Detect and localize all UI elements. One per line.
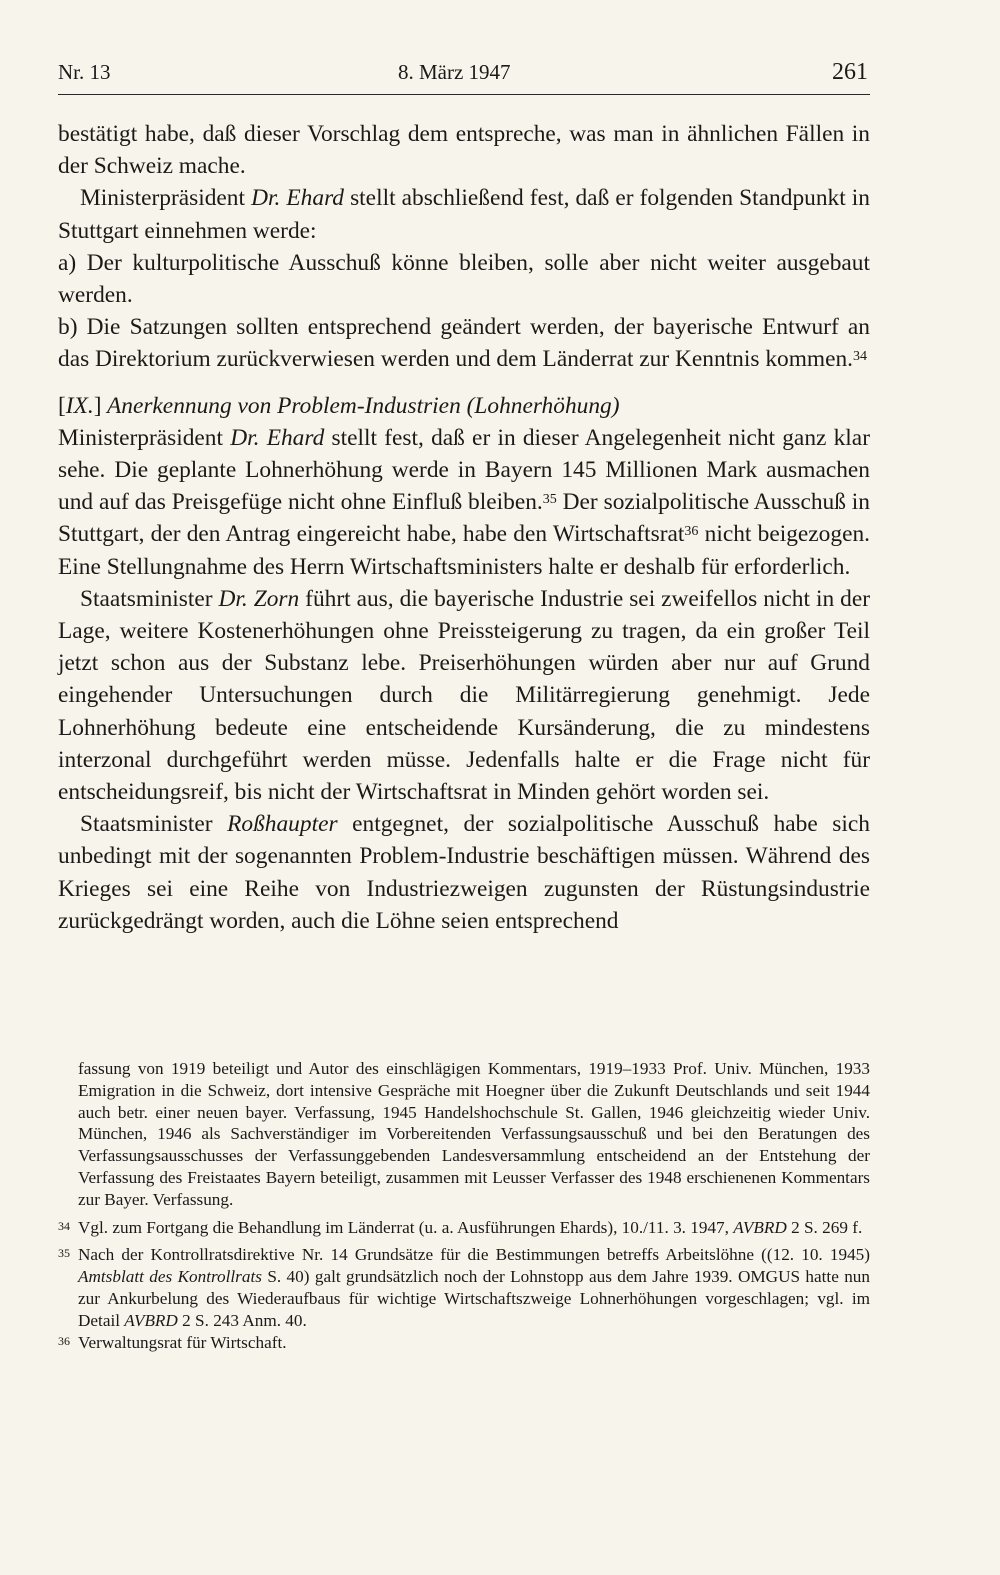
footnote-36: 36 Verwaltungsrat für Wirtschaft. [58,1332,287,1352]
footnote-continuation: fassung von 1919 beteiligt und Autor des einschlägigen Kommentars, 1919–1933 Prof. Univ. München, 1933 Emigration in die Schweiz, dort intensive Gespräche mit Hoegner über die Zukunft Deutschlands und seit 1944 auch betr. einer neuen bayer. Verfassung, 1945 Handelshochschule St. Gallen, 1946 gleichzeitig wieder Univ. München, 1946 als Sachverständiger im Vorbereitenden Verfassungsausschuß und bei den Beratungen des Verfassungsausschusses der Verfassunggebenden Landesversammlung entscheidend an der Entstehung der Verfassung des Freistaates Bayern beteiligt, zusammen mit Leusser Verfasser des 1948 erschienenen Kommentars zur Bayer. Verfassung. [78,1059,870,1209]
page-number: 261 [832,59,868,85]
speaker-name: Dr. Ehard [230,424,325,451]
footnote-ref: 36 [684,523,699,540]
list-item-a: a) Der kulturpolitische Ausschuß könne bleiben, solle aber nicht weiter ausgebaut werden. [58,249,870,309]
main-text [58,118,870,937]
paragraph-zorn: Staatsminister Dr. Zorn führt aus, die bayerische Industrie sei zweifellos nicht in der Lage, weitere Kostenerhöhungen ohne Preissteigerung zu tragen, da ein großer Teil jetzt schon aus der Substanz lebe. Preiserhöhungen würden aber nur auf Grund eingehender Untersuchungen durch die Militärregierung genehmigt. Jede Lohnerhöhung bedeute eine entscheidende Kursänderung, die zu mindestens interzonal durchgeführt werden müsse. Jedenfalls halte er die Frage nicht für entscheidungsreif, bis nicht der Wirtschaftsrat in Minden gehört worden sei. [58,585,870,806]
speaker-name: Dr. Ehard [251,185,345,212]
running-header [58,56,870,95]
paragraph-continuation: bestätigt habe, daß dieser Vorschlag dem entspreche, was man in ähnlichen Fällen in der Schweiz mache. [58,121,870,180]
footnote-number: 36 [58,1333,70,1348]
footnote-34: 34 Vgl. zum Fortgang die Behandlung im Länderrat (u. a. Ausführungen Ehards), 10./11. 3. 1947, AVBRD 2 S. 269 f. [58,1217,863,1237]
footnote-number: 34 [58,1218,70,1233]
speaker-name: Dr. Zorn [218,585,300,612]
footnote-ref: 35 [542,490,557,507]
footnote-35: 35 Nach der Kontrollratsdirektive Nr. 14 Grundsätze für die Bestimmungen betreffs Arbeitslöhne ((12. 10. 1945) Amtsblatt des Kontrollrats S. 40) galt grundsätzlich noch der Lohnstopp aus dem Jahre 1939. OMGUS hatte nun zur Ankurbelung des Wiederaufbaus für wichtige Wirtschaftszweige Lohnerhöhungen vorgeschlagen; vgl. im Detail AVBRD 2 S. 243 Anm. 40. [58,1245,870,1330]
paragraph-rosshaupter: Staatsminister Roßhaupter entgegnet, der sozialpolitische Ausschuß habe sich unbedingt mit der sogenannten Problem-Industrie beschäftigen müssen. Während des Krieges sei eine Reihe von Industriezweigen zugunsten der Rüstungsindustrie zurückgedrängt worden, auch die Löhne seien entsprechend [58,811,870,934]
paragraph-ehard-standpoint: Ministerpräsident Dr. Ehard stellt abschließend fest, daß er folgenden Standpunkt in Stuttgart einnehmen werde: [58,185,870,244]
footnotes [58,1058,870,1353]
footnote-number: 35 [58,1246,70,1261]
speaker-name: Roßhaupter [227,811,338,838]
header-date: 8. März 1947 [398,60,511,84]
section-heading: [IX.] Anerkennung von Problem-Industrien (Lohnerhöhung) [58,392,620,419]
footnote-ref: 34 [853,348,868,365]
list-item-b: b) Die Satzungen sollten entsprechend geändert werden, der bayerische Entwurf an das Direktorium zurückverwiesen werden und dem Länderrat zur Kenntnis kommen.$^{34}$ [58,314,870,373]
issue-number: Nr. 13 [58,60,111,84]
paragraph-ehard-wages: Ministerpräsident Dr. Ehard stellt fest, daß er in dieser Angelegenheit nicht ganz klar sehe. Die geplante Lohnerhöhung werde in Bayern 145 Millionen Mark ausmachen und auf das Preisgefüge nicht ohne Einfluß bleiben.$^{35}$ Der sozialpolitische Ausschuß in Stuttgart, der den Antrag eingereicht habe, habe den Wirtschaftsrat$^{36}$ nicht beigezogen. Eine Stellungnahme des Herrn Wirtschaftsministers halte er deshalb für erforderlich. [58,424,870,580]
